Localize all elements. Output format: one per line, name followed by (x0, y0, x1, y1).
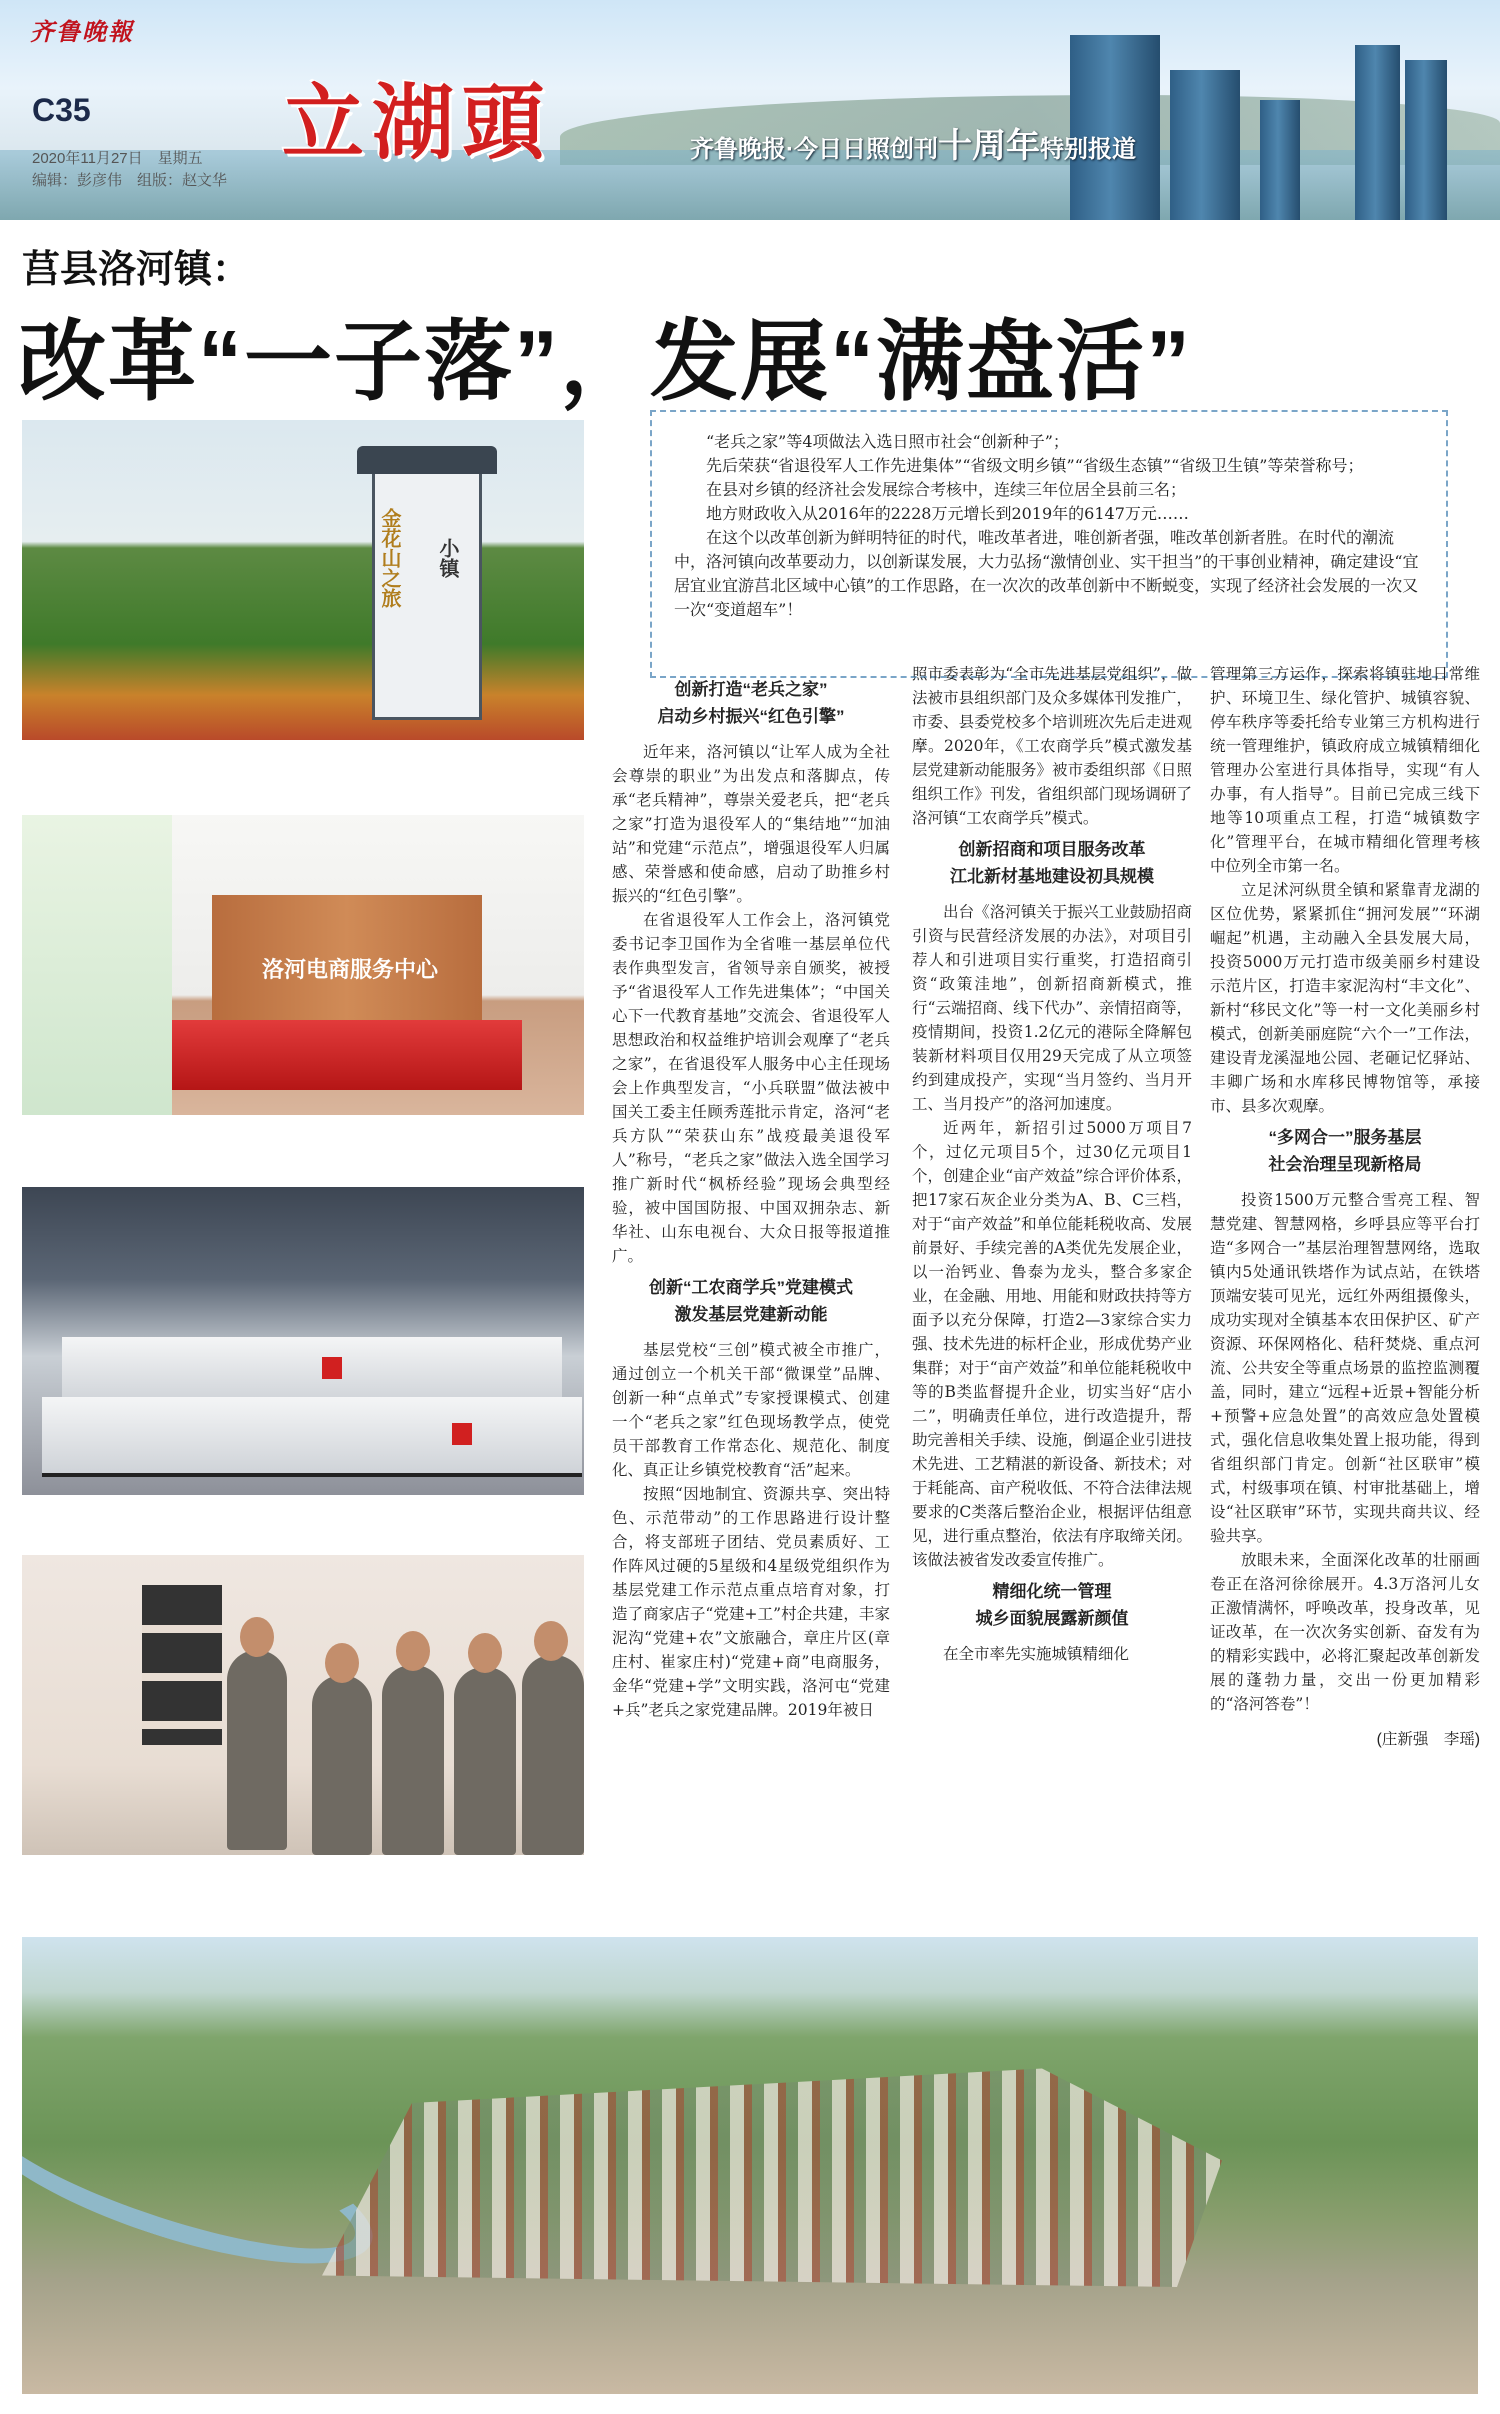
subheading-line: 社会治理呈现新格局 (1268, 1155, 1422, 1174)
anniversary-slogan (690, 118, 1136, 167)
slogan-highlight: 十周年 (938, 127, 1040, 165)
summary-line: 地方财政收入从2016年的2228万元增长到2019年的6147万元…… (706, 504, 1189, 523)
paragraph: 出台《洛河镇关于振兴工业鼓励招商引资与民营经济发展的办法》，对项目引荐人和引进项目实行重奖，打造招商引资“政策洼地”，创新招商新模式，推行“云端招商、线下代办”、亲情招商等，疫情期间，投资1.2亿元的港际全降解包装新材料项目仅用29天完成了从立项签约到建成投产，实现“当月签约、当月开工、当月投产”的洛河加速度。 (912, 903, 1192, 1113)
subheading-line: 启动乡村振兴“红色引擎” (657, 707, 845, 726)
photo-factory-floor (22, 1187, 584, 1495)
subheading-line: 创新打造“老兵之家” (674, 680, 828, 699)
paragraph: 近年来，洛河镇以“让军人成为全社会尊崇的职业”为出发点和落脚点，传承“老兵精神”，尊崇关爱老兵，把“老兵之家”打造为退役军人的“集结地”“加油站”和党建“示范点”，增强退役军人归属感、荣誉感和使命感，启动了助推乡村振兴的“红色引擎”。 (612, 743, 890, 905)
page-number: C35 (32, 92, 91, 128)
dateline (32, 148, 227, 192)
paragraph: 照市委表彰为“全市先进基层党组织”，做法被市县组织部门及众多媒体刊发推广，市委、县委党校多个培训班次先后走进观摩。2020年，《工农商学兵”模式激发基层党建新动能服务》被市委组织部《日照组织工作》刊发，省组织部门现场调研了洛河镇“工农商学兵”模式。 (912, 665, 1192, 827)
subheading (1210, 1124, 1480, 1178)
main-headline: 改革“一子落”，发展“满盘活” (18, 312, 1193, 411)
veteran-head (396, 1631, 430, 1671)
paragraph: 近两年，新招引过5000万项目7个，过亿元项目5个，过30亿元项目1个，创建企业“亩产效益”综合评价体系，把17家石灰企业分类为A、B、C三档，对于“亩产效益”和单位能耗税收高、发展前景好、手续完善的A类优先发展企业，以一治钙业、鲁泰为龙头，整合多家企业，在金融、用地、用能和财政扶持等方面予以充分保障，打造2—3家综合实力强、技术先进的标杆企业，形成优势产业集群；对于“亩产效益”和单位能耗税收中等的B类监督提升企业，切实当好“店小二”，明确责任单位，进行改造提升，帮助完善相关手续、设施，倒逼企业引进技术先进、工艺精湛的新设备、新技术；对于耗能高、亩产税收低、不符合法律法规要求的C类落后整治企业，根据评估组意见，进行重点整治，依法有序取缔关闭。该做法被省发改委宣传推广。 (912, 1119, 1192, 1569)
paragraph: 管理第三方运作，探索将镇驻地日常维护、环境卫生、绿化管护、城镇容貌、停车秩序等委托给专业第三方机构进行统一管理维护，镇政府成立城镇精细化管理办公室进行具体指导，实现“有人办事，有人指导”。目前已完成三线下地等10项重点工程，打造“城镇数字化”管理平台，在城市精细化管理考核中位列全市第一名。 (1210, 665, 1480, 875)
veteran-figure (227, 1650, 287, 1850)
section-title: 立湖頭 (282, 75, 553, 171)
article-column-3 (1210, 662, 1480, 1752)
byline: (庄新强 李瑶) (1376, 1731, 1480, 1748)
slogan-suffix: 特别报道 (1040, 136, 1136, 163)
subheading-line: 精细化统一管理 (992, 1582, 1112, 1601)
town-buildings (322, 2057, 1222, 2287)
subheading-line: 激发基层党建新动能 (674, 1305, 828, 1324)
machine-marker (452, 1423, 472, 1445)
subheading-line: 创新招商和项目服务改革 (958, 840, 1146, 859)
veteran-head (534, 1621, 568, 1661)
photo-town-gate (22, 420, 584, 740)
reception-desk (172, 1020, 522, 1090)
slogan-prefix: 齐鲁晚报·今日日照创刊 (690, 136, 938, 163)
machine-marker (322, 1357, 342, 1379)
summary-line: 在这个以改革创新为鲜明特征的时代，唯改革者进，唯创新者强，唯改革创新者胜。在时代的潮流中，洛河镇向改革要动力，以创新谋发展，大力弘扬“激情创业、实干担当”的干事创业精神，确定建设“宜居宜业宜游莒北区域中心镇”的工作思路，在一次次的改革创新中不断蜕变，实现了经济社会发展的一次又一次“变道超车”！ (674, 528, 1419, 619)
gate-sign-text: 金花山之旅 (378, 508, 402, 608)
gate-roof (357, 446, 497, 474)
subheading-line: 创新“工农商学兵”党建模式 (649, 1278, 853, 1297)
veteran-head (325, 1643, 359, 1683)
paragraph: 基层党校“三创”模式被全市推广，通过创立一个机关干部“微课堂”品牌、创新一种“点单式”专家授课模式、创建一个“老兵之家”红色现场教学点，使党员干部教育工作常态化、规范化、制度化、真正让乡镇党校教育“活”起来。 (612, 1341, 890, 1479)
subheading (612, 1274, 890, 1328)
photo-veterans-exhibit (22, 1555, 584, 1855)
paragraph: 立足沭河纵贯全镇和紧靠青龙湖的区位优势，紧紧抓住“拥河发展”“环湖崛起”机遇，主动融入全县发展大局，投资5000万元打造市级美丽乡村建设示范片区，打造丰家泥沟村“丰文化”、新村“移民文化”等一村一文化美丽乡村模式，创新美丽庭院“六个一”工作法，建设青龙溪湿地公园、老砸记忆驿站、丰卿广场和水库移民博物馆等，承接市、县多次观摩。 (1210, 881, 1480, 1115)
wall-frames (142, 1585, 222, 1745)
center-name: 洛河电商服务中心 (262, 957, 439, 982)
veteran-head (240, 1617, 274, 1657)
photo-ecommerce-center (22, 815, 584, 1115)
banner-tower (1170, 70, 1240, 220)
paragraph: 按照“因地制宜、资源共享、突出特色、示范带动”的工作思路进行设计整合，将支部班子团结、党员素质好、工作阵风过硬的5星级和4星级党组织作为基层党建工作示范点重点培育对象，打造了商家店子“党建+工”村企共建，丰家泥沟“党建+农”文旅融合，章庄片区(章庄村、崔家庄村)“党建+商”电商服务，金华“党建+学”文明实践，洛河屯“党建+兵”老兵之家党建品牌。2019年被日 (612, 1485, 890, 1719)
gate-sign-text: 小镇 (436, 538, 460, 578)
editors-line: 编辑：彭彦伟 组版：赵文华 (32, 172, 228, 189)
veteran-figure (382, 1665, 444, 1855)
paragraph: 投资1500万元整合雪亮工程、智慧党建、智慧网格，乡呼县应等平台打造“多网合一”基层治理智慧网络，选取镇内5处通讯铁塔作为试点站，在铁塔顶端安装可见光，远红外两组摄像头，成功实现对全镇基本农田保护区、矿产资源、环保网格化、秸秆焚烧、重点河流、公共安全等重点场景的监控监测覆盖，同时，建立“远程+近景+智能分析+预警+应急处置”的高效应急处置模式，强化信息收集处置上报功能，得到省组织部门肯定。创新“社区联审”模式，村级事项在镇、村审批基础上，增设“社区联审”环节，实现共商共议、经验共享。 (1210, 1191, 1480, 1545)
subheading (912, 836, 1192, 890)
machine-row (42, 1397, 582, 1477)
veteran-head (468, 1633, 502, 1673)
town-gate-sign (372, 465, 482, 720)
article-column-1 (612, 670, 890, 1722)
summary-box (650, 410, 1448, 678)
summary-line: 先后荣获“省退役军人工作先进集体”“省级文明乡镇”“省级生态镇”“省级卫生镇”等荣誉称号； (706, 456, 1364, 475)
photo-aerial-town (22, 1937, 1478, 2394)
newspaper-logo: 齐鲁晚報 (30, 17, 134, 46)
issue-date: 2020年11月27日 星期五 (32, 150, 203, 167)
veteran-figure (454, 1667, 516, 1855)
subheading-line: “多网合一”服务基层 (1268, 1128, 1422, 1147)
veteran-figure (312, 1675, 372, 1855)
veteran-figure (522, 1655, 584, 1855)
subheading-line: 城乡面貌展露新颜值 (975, 1609, 1129, 1628)
subheading-line: 江北新材基地建设初具规模 (950, 867, 1154, 886)
banner-tower (1405, 60, 1447, 220)
paragraph: 在省退役军人工作会上，洛河镇党委书记李卫国作为全省唯一基层单位代表作典型发言，省领导亲自颁奖，被授予“省退役军人工作先进集体”；“中国关心下一代教育基地”交流会、省退役军人思想政治和权益维护培训会观摩了“老兵之家”，在省退役军人服务中心主任现场会上作典型发言，“小兵联盟”做法被中国关工委主任顾秀莲批示肯定，洛河“老兵方队”“荣获山东”战疫最美退役军人”称号，“老兵之家”做法入选全国学习推广新时代“枫桥经验”现场会典型经验，被中国国防报、中国双拥杂志、新华社、山东电视台、大众日报等报道推广。 (612, 911, 890, 1265)
paragraph: 放眼未来，全面深化改革的壮丽画卷正在洛河徐徐展开。4.3万洛河儿女正激情满怀，呼唤改革，投身改革，见证改革，在一次次务实创新、奋发有为的精彩实践中，必将汇聚起改革创新发展的蓬勃力量，交出一份更加精彩的“洛河答卷”！ (1210, 1551, 1480, 1713)
article-column-2 (912, 662, 1192, 1666)
exhibit-wall (22, 815, 172, 1115)
banner-tower (1260, 100, 1300, 220)
headline-kicker: 莒县洛河镇： (22, 249, 251, 291)
summary-line: “老兵之家”等4项做法入选日照市社会“创新种子”； (706, 432, 1069, 451)
banner-tower (1355, 45, 1400, 220)
subheading (612, 676, 890, 730)
summary-line: 在县对乡镇的经济社会发展综合考核中，连续三年位居全县前三名； (706, 480, 1187, 499)
masthead-banner (0, 0, 1500, 220)
paragraph: 在全市率先实施城镇精细化 (943, 1645, 1130, 1663)
subheading (912, 1578, 1192, 1632)
